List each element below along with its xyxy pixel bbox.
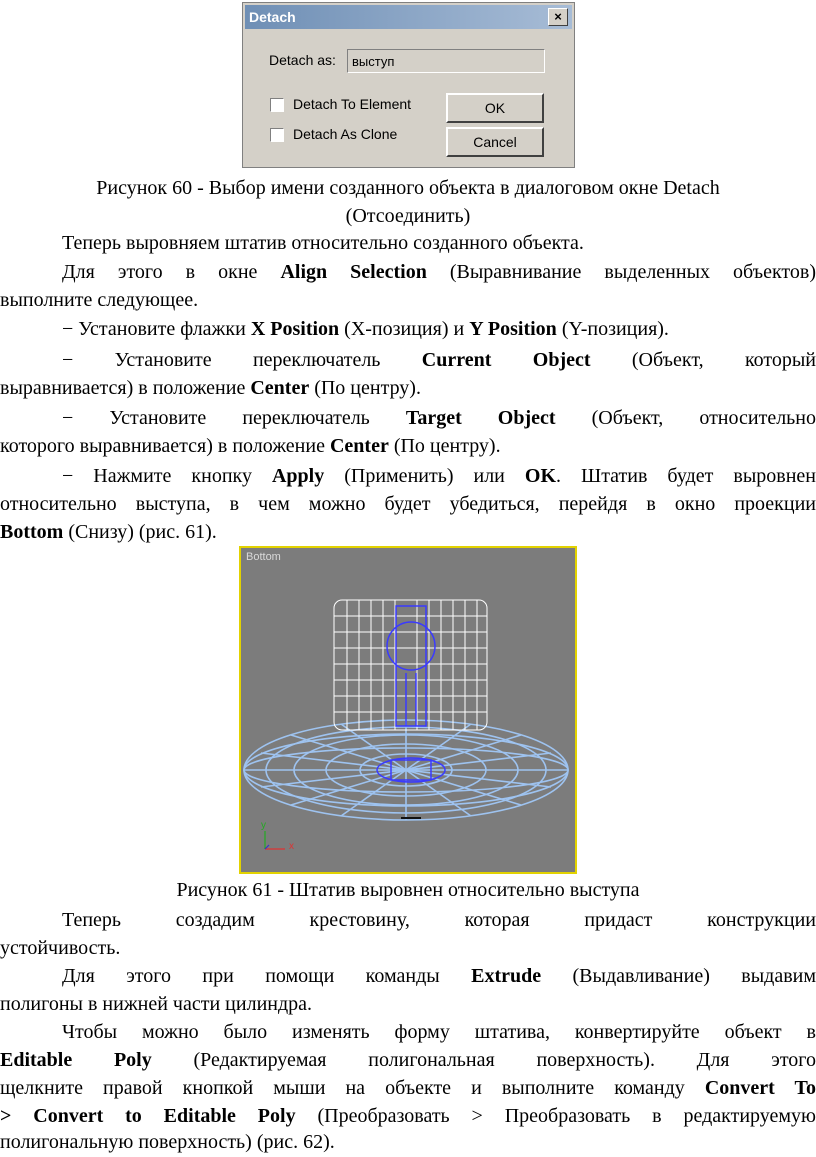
paragraph-convert-line5: полигональную поверхность) (рис. 62). <box>0 1131 335 1153</box>
paragraph-convert-line3: щелкните правой кнопкой мыши на объекте и выполните команду Convert To <box>0 1077 816 1099</box>
figure60-caption-line1: Рисунок 60 - Выбор имени созданного объекта в диалоговом окне Detach <box>96 177 720 199</box>
paragraph-convert-line4: > Convert to Editable Poly (Преобразовать > Преобразовать в редактируемую <box>0 1105 816 1127</box>
paragraph-cross-line1: Теперь создадим крестовину, которая придаст конструкции <box>62 909 816 931</box>
viewport-label[interactable]: Bottom <box>246 551 281 563</box>
detach-as-label: Detach as: <box>269 52 336 68</box>
list-item-apply-line1: − Нажмите кнопку Apply (Применить) или OK. Штатив будет выровнен <box>62 465 816 487</box>
bottom-viewport[interactable] <box>239 546 577 874</box>
dialog-title: Detach <box>249 9 296 25</box>
dialog-titlebar <box>245 5 572 29</box>
list-item-current-object-line2: выравнивается) в положение Center (По центру). <box>0 377 421 399</box>
paragraph-convert-line1: Чтобы можно было изменять форму штатива, конвертируйте объект в <box>62 1021 816 1043</box>
list-item-apply-line2: относительно выступа, в чем можно будет убедиться, перейдя в окно проекции <box>0 493 816 515</box>
detach-as-clone-checkbox[interactable] <box>270 128 284 142</box>
paragraph-extrude-line1: Для этого при помощи команды Extrude (Выдавливание) выдавим <box>62 965 816 987</box>
disc-wireframe <box>244 720 568 820</box>
axis-gizmo-icon <box>265 831 285 849</box>
figure61-caption: Рисунок 61 - Штатив выровнен относительно выступа <box>176 879 640 901</box>
detach-to-element-label: Detach To Element <box>293 96 412 112</box>
detach-dialog <box>242 2 575 168</box>
paragraph-convert-line2: Editable Poly (Редактируемая полигональная поверхность). Для этого <box>0 1049 816 1071</box>
wireframe-render <box>241 548 575 872</box>
axis-x-label: x <box>289 841 294 852</box>
figure60-caption-line2: (Отсоединить) <box>345 205 471 227</box>
list-item-target-object-line1: − Установите переключатель Target Object (Объект, относительно <box>62 407 816 429</box>
list-item-position: − Установите флажки X Position (X-позиция) и Y Position (Y-позиция). <box>62 318 669 340</box>
paragraph-align-window-line1: Для этого в окне Align Selection (Выравнивание выделенных объектов) <box>62 261 816 283</box>
detach-as-clone-label: Detach As Clone <box>293 126 398 142</box>
close-icon: × <box>554 9 562 24</box>
list-item-target-object-line2: которого выравнивается) в положение Center (По центру). <box>0 435 501 457</box>
detach-as-input[interactable] <box>347 49 545 73</box>
axis-y-label: y <box>261 820 266 831</box>
close-button[interactable] <box>548 8 568 26</box>
cylinder-wireframe <box>334 600 487 730</box>
cancel-button[interactable]: Cancel <box>446 127 544 157</box>
paragraph-extrude-line2: полигоны в нижней части цилиндра. <box>0 993 313 1015</box>
paragraph-align-intro: Теперь выровняем штатив относительно созданного объекта. <box>62 232 584 254</box>
detach-to-element-checkbox[interactable] <box>270 98 284 112</box>
list-item-current-object-line1: − Установите переключатель Current Object (Объект, который <box>62 349 816 371</box>
ok-button[interactable]: OK <box>446 93 544 123</box>
paragraph-align-window-line2: выполните следующее. <box>0 289 199 311</box>
list-item-apply-line3: Bottom (Снизу) (рис. 61). <box>0 521 217 543</box>
paragraph-cross-line2: устойчивость. <box>0 937 121 959</box>
